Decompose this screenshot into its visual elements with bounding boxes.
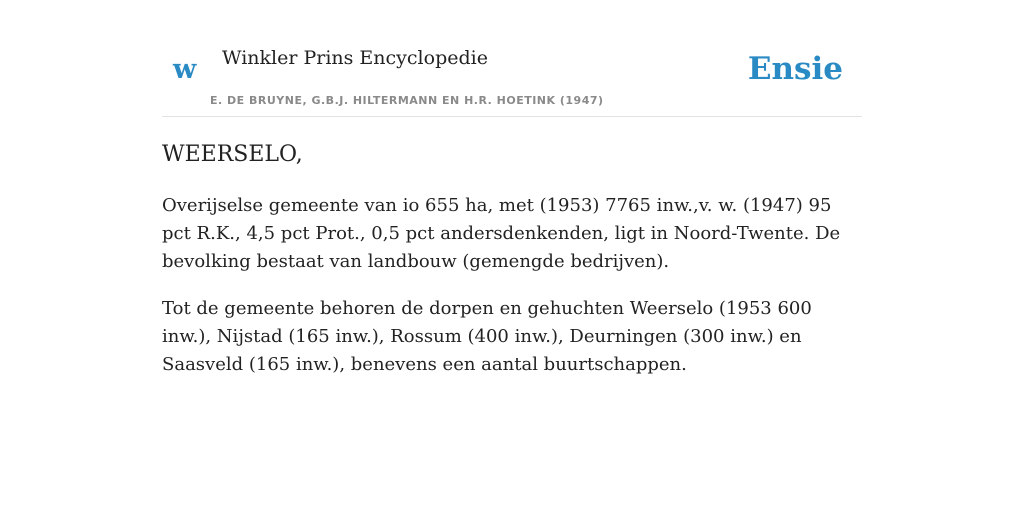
source-authors: E. DE BRUYNE, G.B.J. HILTERMANN EN H.R. HOETINK (1947) <box>210 94 604 107</box>
article-body <box>162 192 862 398</box>
ensie-logo-link[interactable]: Ensie <box>747 51 843 87</box>
article-title: WEERSELO, <box>162 142 303 167</box>
source-title-link[interactable]: Winkler Prins Encyclopedie <box>222 47 488 69</box>
source-logo[interactable]: w <box>173 54 197 85</box>
article-paragraph: Overijselse gemeente van io 655 ha, met (1953) 7765 inw.,v. w. (1947) 95 pct R.K., 4,5 pct Prot., 0,5 pct andersdenkenden, ligt in Noord-Twente. De bevolking bestaat van landbouw (gemengde bedrijven). <box>162 195 841 272</box>
source-header <box>162 0 862 117</box>
article-paragraph: Tot de gemeente behoren de dorpen en gehuchten Weerselo (1953 600 inw.), Nijstad (165 inw.), Rossum (400 inw.), Deurningen (300 inw.) en Saasveld (165 inw.), benevens een aantal buurtschappen. <box>162 298 812 375</box>
page-container <box>162 0 862 375</box>
